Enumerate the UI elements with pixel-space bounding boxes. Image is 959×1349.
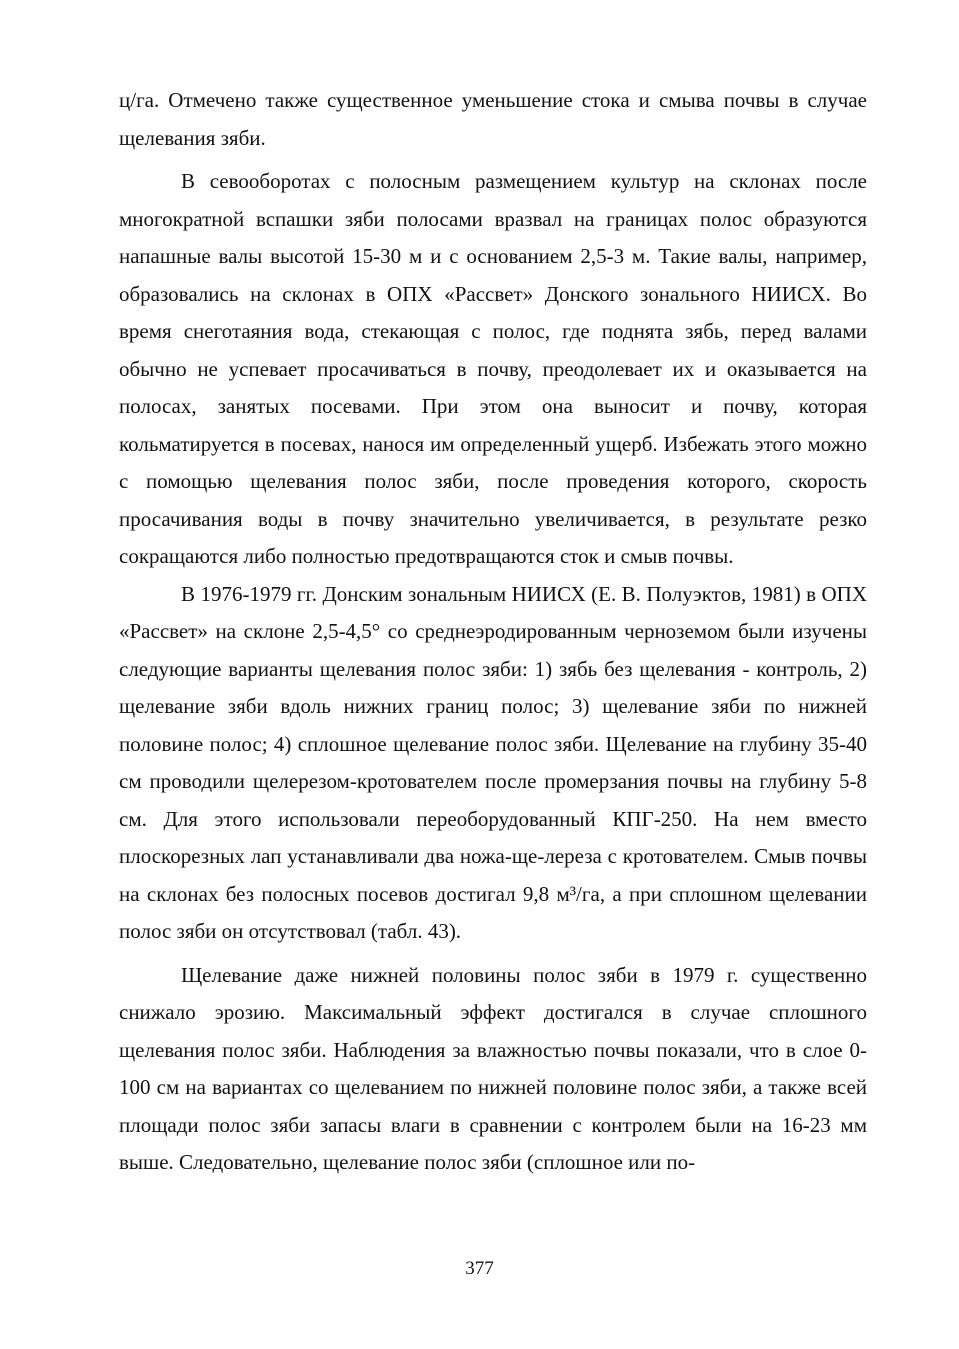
paragraph-2: В севооборотах с полосным размещением культур на склонах после многократной вспашки зяби полосами вразвал на границах полос образуются напашные валы высотой 15-30 м и с основанием 2,5-3 м. Такие валы, например, образовались на склонах в ОПХ «Рассвет» Донского зонального НИИСХ. Во время снеготаяния вода, стекающая с полос, где поднята зябь, перед валами обычно не успевает просачиваться в почву, преодолевает их и оказывается на полосах, занятых посевами. При этом она выносит и почву, которая кольматируется в посевах, нанося им определенный ущерб. Избежать этого можно с помощью щелевания полос зяби, после проведения которого, скорость просачивания воды в почву значительно увеличивается, в результате резко сокращаются либо полностью предотвращаются сток и смыв почвы. xyxy=(119,169,867,568)
paragraph-4: Щелевание даже нижней половины полос зяби в 1979 г. существенно снижало эрозию. Максимальный эффект достигался в случае сплошного щелевания полос зяби. Наблюдения за влажностью почвы показали, что в слое 0-100 см на вариантах со щелеванием по нижней половине полос зяби, а также всей площади полос зяби запасы влаги в сравнении с контролем были на 16-23 мм выше. Следовательно, щелевание полос зяби (сплошное или по- xyxy=(119,962,867,1174)
paragraph-3: В 1976-1979 гг. Донским зональным НИИСХ (Е. В. Полуэктов, 1981) в ОПХ «Рассвет» на склоне 2,5-4,5° со среднеэродированным черноземом были изучены следующие варианты щелевания полос зяби: 1) зябь без щелевания - контроль, 2) щелевание зяби вдоль нижних границ полос; 3) щелевание зяби по нижней половине полос; 4) сплошное щелевание полос зяби. Щелевание на глубину 35-40 см проводили щелерезом-кротователем после промерзания почвы на глубину 5-8 см. Для этого использовали переоборудованный КПГ-250. На нем вместо плоскорезных лап устанавливали два ножа-ще-лереза с кротователем. Смыв почвы на склонах без полосных посевов достигал 9,8 м³/га, а при сплошном щелевании полос зяби он отсутствовал (табл. 43). xyxy=(119,581,867,943)
page-number: 377 xyxy=(465,1258,494,1279)
body-text xyxy=(119,82,867,1182)
paragraph-1: ц/га. Отмечено также существенное уменьшение стока и смыва почвы в случае щелевания зяби. xyxy=(119,88,867,150)
